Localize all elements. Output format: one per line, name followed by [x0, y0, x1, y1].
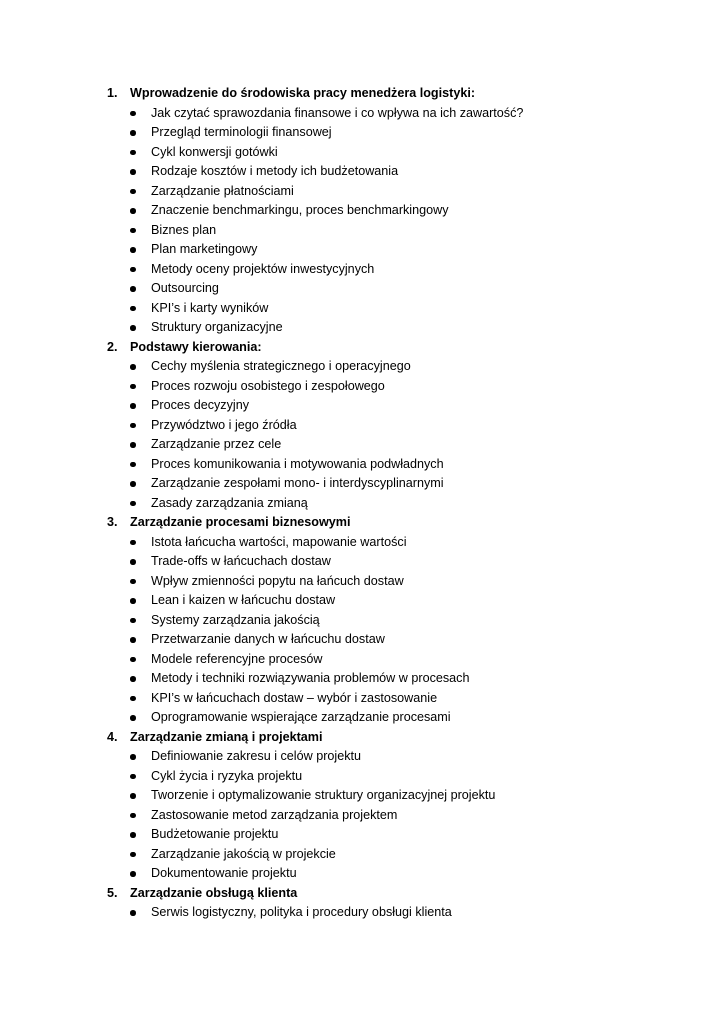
- section-number: 4.: [107, 729, 118, 744]
- list-item: [0, 299, 725, 319]
- bullet-icon: [130, 150, 136, 156]
- list-item-text: Proces komunikowania i motywowania podwładnych: [151, 456, 444, 471]
- bullet-icon: [130, 228, 136, 234]
- list-item-text: Przetwarzanie danych w łańcuchu dostaw: [151, 632, 385, 646]
- list-item-text: Serwis logistyczny, polityka i procedury obsługi klienta: [151, 905, 452, 919]
- bullet-icon: [130, 501, 136, 507]
- bullet-icon: [130, 111, 136, 117]
- list-item: [0, 474, 725, 494]
- list-item-text: Wpływ zmienności popytu na łańcuch dostaw: [151, 573, 404, 588]
- bullet-icon: [130, 423, 136, 429]
- bullet-icon: [130, 540, 136, 546]
- list-item: [0, 845, 725, 865]
- list-item: [0, 162, 725, 182]
- bullet-icon: [130, 832, 136, 838]
- list-item: [0, 357, 725, 377]
- list-item-text: Zastosowanie metod zarządzania projektem: [151, 807, 398, 822]
- list-item: [0, 201, 725, 221]
- list-item-text: Znaczenie benchmarkingu, proces benchmarkingowy: [151, 203, 449, 217]
- bullet-icon: [130, 637, 136, 643]
- bullet-icon: [130, 325, 136, 331]
- list-item-text: KPI’s i karty wyników: [151, 300, 269, 315]
- section-title: Wprowadzenie do środowiska pracy menedżera logistyki:: [130, 86, 476, 100]
- outline-section: [0, 884, 725, 923]
- bullet-icon: [130, 813, 136, 819]
- list-item: [0, 806, 725, 826]
- bullet-icon: [130, 306, 136, 312]
- list-item-text: Metody oceny projektów inwestycyjnych: [151, 261, 375, 276]
- bullet-icon: [130, 871, 136, 877]
- list-item-text: Tworzenie i optymalizowanie struktury organizacyjnej projektu: [151, 788, 496, 802]
- list-item: [0, 747, 725, 767]
- list-item: [0, 455, 725, 475]
- bullet-icon: [130, 715, 136, 721]
- section-title: Zarządzanie zmianą i projektami: [130, 729, 323, 744]
- list-item: [0, 533, 725, 553]
- list-item-text: KPI’s w łańcuchach dostaw – wybór i zastosowanie: [151, 690, 438, 705]
- bullet-icon: [130, 384, 136, 390]
- list-item: [0, 767, 725, 787]
- list-item-text: Zarządzanie płatnościami: [151, 183, 294, 198]
- list-item-text: Cykl życia i ryzyka projektu: [151, 768, 303, 783]
- bullet-icon: [130, 598, 136, 604]
- list-item-text: Jak czytać sprawozdania finansowe i co wpływa na ich zawartość?: [151, 105, 524, 120]
- list-item-text: Struktury organizacyjne: [151, 320, 283, 334]
- list-item-text: Plan marketingowy: [151, 242, 258, 256]
- bullet-icon: [130, 442, 136, 448]
- outline-section: [0, 513, 725, 728]
- list-item: [0, 279, 725, 299]
- list-item: [0, 591, 725, 611]
- section-heading: [0, 728, 725, 748]
- bullet-icon: [130, 130, 136, 136]
- list-item: [0, 864, 725, 884]
- bullet-icon: [130, 403, 136, 409]
- list-item: [0, 123, 725, 143]
- section-heading: [0, 84, 725, 104]
- section-title: Zarządzanie obsługą klienta: [130, 885, 298, 900]
- bullet-icon: [130, 754, 136, 760]
- list-item-text: Przegląd terminologii finansowej: [151, 125, 332, 139]
- bullet-list: [0, 533, 725, 728]
- bullet-list: [0, 747, 725, 884]
- list-item-text: Proces decyzyjny: [151, 398, 249, 412]
- list-item: [0, 689, 725, 709]
- list-item: [0, 630, 725, 650]
- section-title: Podstawy kierowania:: [130, 339, 262, 354]
- bullet-icon: [130, 618, 136, 624]
- section-number: 1.: [107, 86, 118, 100]
- list-item-text: Proces rozwoju osobistego i zespołowego: [151, 378, 385, 393]
- list-item: [0, 494, 725, 514]
- bullet-icon: [130, 208, 136, 214]
- list-item: [0, 396, 725, 416]
- list-item: [0, 318, 725, 338]
- list-item: [0, 377, 725, 397]
- bullet-icon: [130, 910, 136, 916]
- list-item-text: Zarządzanie zespołami mono- i interdyscyplinarnymi: [151, 476, 444, 490]
- list-item-text: Istota łańcucha wartości, mapowanie wartości: [151, 534, 407, 549]
- list-item: [0, 416, 725, 436]
- list-item: [0, 260, 725, 280]
- list-item-text: Biznes plan: [151, 222, 217, 237]
- list-item-text: Cykl konwersji gotówki: [151, 144, 278, 159]
- bullet-list: [0, 104, 725, 338]
- list-item: [0, 708, 725, 728]
- bullet-icon: [130, 247, 136, 253]
- list-item: [0, 669, 725, 689]
- list-item-text: Trade-offs w łańcuchach dostaw: [151, 554, 331, 568]
- list-item: [0, 903, 725, 923]
- bullet-icon: [130, 852, 136, 858]
- list-item-text: Systemy zarządzania jakością: [151, 612, 320, 627]
- list-item-text: Zarządzanie jakością w projekcie: [151, 846, 336, 861]
- bullet-list: [0, 357, 725, 513]
- list-item: [0, 240, 725, 260]
- bullet-icon: [130, 657, 136, 663]
- section-heading: [0, 884, 725, 904]
- list-item-text: Rodzaje kosztów i metody ich budżetowania: [151, 164, 399, 178]
- bullet-list: [0, 903, 725, 923]
- list-item: [0, 435, 725, 455]
- list-item: [0, 143, 725, 163]
- section-number: 3.: [107, 515, 118, 529]
- bullet-icon: [130, 774, 136, 780]
- section-number: 2.: [107, 339, 118, 354]
- bullet-icon: [130, 676, 136, 682]
- bullet-icon: [130, 286, 136, 292]
- list-item: [0, 104, 725, 124]
- list-item: [0, 786, 725, 806]
- list-item-text: Metody i techniki rozwiązywania problemów w procesach: [151, 671, 470, 685]
- list-item-text: Outsourcing: [151, 281, 219, 295]
- section-number: 5.: [107, 885, 118, 900]
- section-heading: [0, 513, 725, 533]
- list-item-text: Definiowanie zakresu i celów projektu: [151, 749, 361, 763]
- list-item-text: Zasady zarządzania zmianą: [151, 495, 308, 510]
- section-heading: [0, 338, 725, 358]
- list-item: [0, 182, 725, 202]
- bullet-icon: [130, 189, 136, 195]
- outline-section: [0, 728, 725, 884]
- list-item: [0, 611, 725, 631]
- list-item: [0, 552, 725, 572]
- bullet-icon: [130, 462, 136, 468]
- outline-section: [0, 338, 725, 514]
- list-item-text: Dokumentowanie projektu: [151, 866, 297, 880]
- bullet-icon: [130, 793, 136, 799]
- bullet-icon: [130, 481, 136, 487]
- bullet-icon: [130, 364, 136, 370]
- outline-section: [0, 84, 725, 338]
- bullet-icon: [130, 267, 136, 273]
- list-item-text: Modele referencyjne procesów: [151, 651, 323, 666]
- list-item-text: Oprogramowanie wspierające zarządzanie procesami: [151, 710, 451, 724]
- list-item-text: Budżetowanie projektu: [151, 827, 279, 841]
- document-body: [0, 84, 725, 923]
- bullet-icon: [130, 579, 136, 585]
- list-item: [0, 650, 725, 670]
- bullet-icon: [130, 696, 136, 702]
- list-item-text: Lean i kaizen w łańcuchu dostaw: [151, 593, 336, 607]
- list-item: [0, 825, 725, 845]
- section-title: Zarządzanie procesami biznesowymi: [130, 515, 351, 529]
- bullet-icon: [130, 559, 136, 565]
- bullet-icon: [130, 169, 136, 175]
- list-item-text: Przywództwo i jego źródła: [151, 417, 297, 432]
- list-item: [0, 221, 725, 241]
- list-item-text: Zarządzanie przez cele: [151, 437, 282, 451]
- list-item: [0, 572, 725, 592]
- list-item-text: Cechy myślenia strategicznego i operacyjnego: [151, 359, 411, 373]
